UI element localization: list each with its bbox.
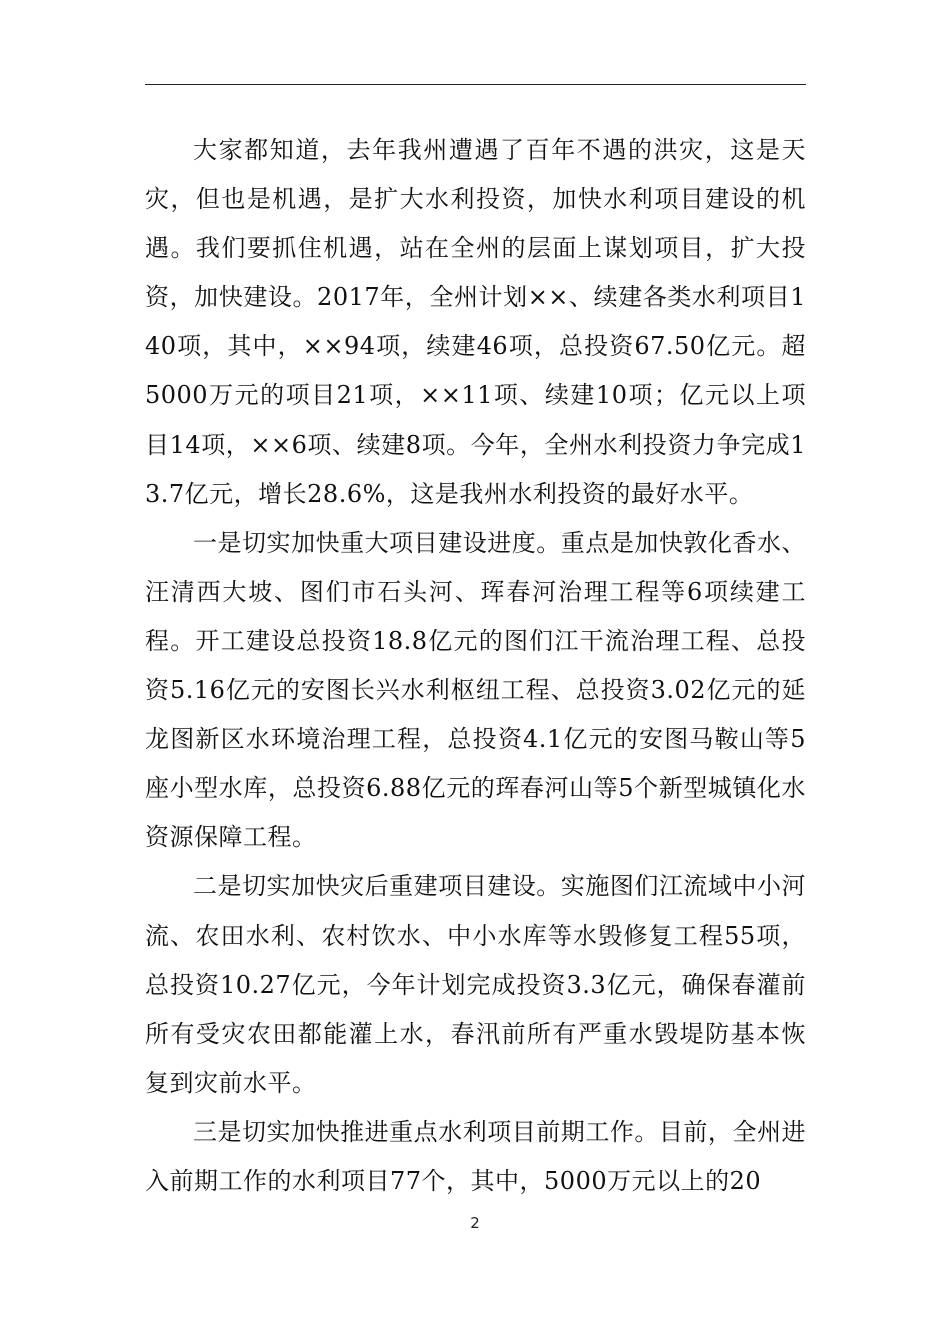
- page-number: 2: [470, 1214, 480, 1232]
- paragraph-flood-investment: 大家都知道，去年我州遭遇了百年不遇的洪灾，这是天灾，但也是机遇，是扩大水利投资，加快水利项目建设的机遇。我们要抓住机遇，站在全州的层面上谋划项目，扩大投资，加快建设。2017年，全州计划××、续建各类水利项目140项，其中，××94项，续建46项，总投资67.50亿元。超5000万元的项目21项，××11项、续建10项；亿元以上项目14项，××6项、续建8项。今年，全州水利投资力争完成13.7亿元，增长28.6%，这是我州水利投资的最好水平。: [145, 136, 806, 508]
- header-rule: [145, 84, 806, 85]
- document-body: [145, 126, 806, 1206]
- paragraph-preliminary-work: 三是切实加快推进重点水利项目前期工作。目前，全州进入前期工作的水利项目77个，其中，5000万元以上的20: [145, 1117, 806, 1195]
- paragraph-reconstruction: 二是切实加快灾后重建项目建设。实施图们江流域中小河流、农田水利、农村饮水、中小水库等水毁修复工程55项，总投资10.27亿元，今年计划完成投资3.3亿元，确保春灌前所有受灾农田都能灌上水，春汛前所有严重水毁堤防基本恢复到灾前水平。: [145, 872, 806, 1097]
- paragraph-major-projects: 一是切实加快重大项目建设进度。重点是加快敦化香水、汪清西大坡、图们市石头河、珲春河治理工程等6项续建工程。开工建设总投资18.8亿元的图们江干流治理工程、总投资5.16亿元的安图长兴水利枢纽工程、总投资3.02亿元的延龙图新区水环境治理工程，总投资4.1亿元的安图马鞍山等5座小型水库，总投资6.88亿元的珲春河山等5个新型城镇化水资源保障工程。: [145, 528, 806, 852]
